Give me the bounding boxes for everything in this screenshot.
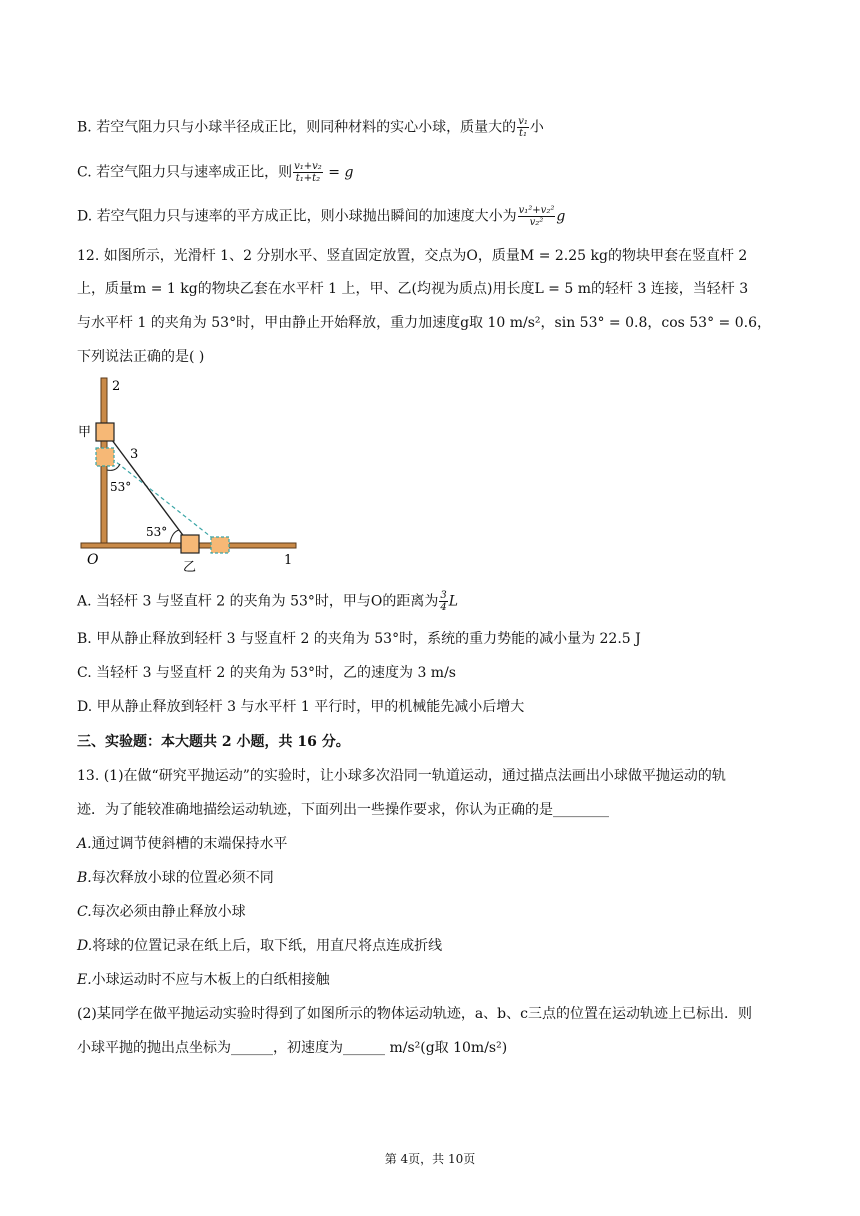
q13-option-a-letter: A. bbox=[77, 836, 92, 852]
q13-option-c-letter: C. bbox=[77, 904, 92, 920]
q13-option-d-text: 将球的位置记录在纸上后，取下纸，用直尺将点连成折线 bbox=[92, 938, 443, 954]
q13-option-e-letter: E. bbox=[77, 972, 92, 988]
q12-stem-line1: 12. 如图所示，光滑杆 1、2 分别水平、竖直固定放置，交点为O，质量M = 2.25 kg的物块甲套在竖直杆 2 bbox=[77, 248, 748, 264]
q12-option-a-fraction: $\frac{3}{4}$ bbox=[440, 590, 447, 613]
q12-option-b: B. 甲从静止释放到轻杆 3 与竖直杆 2 的夹角为 53°时，系统的重力势能的减小量为 22.5 J bbox=[77, 631, 641, 647]
block-yi-dashed bbox=[211, 537, 229, 553]
section-3-title: 三、实验题：本大题共 2 小题，共 16 分。 bbox=[77, 734, 350, 750]
q11-option-d-text: D. 若空气阻力只与速率的平方成正比，则小球抛出瞬间的加速度大小为 bbox=[77, 208, 517, 225]
q12-option-a-text: A. 当轻杆 3 与竖直杆 2 的夹角为 53°时，甲与O的距离为 bbox=[77, 593, 439, 610]
angle-arc-bottom bbox=[170, 530, 179, 543]
label-rod2: 2 bbox=[112, 379, 121, 394]
label-O: O bbox=[87, 552, 99, 568]
q11-option-d-tail: g bbox=[556, 208, 566, 225]
q11-option-c-fraction: $\frac{\text{v₁+v₂}}{\text{t₁+t₂}}$ bbox=[294, 161, 322, 184]
q11-option-c bbox=[77, 161, 353, 184]
q13-line1: 13. (1)在做“研究平抛运动”的实验时，让小球多次沿同一轨道运动，通过描点法画出小球做平抛运动的轨 bbox=[77, 768, 726, 784]
q13-option-b-text: 每次释放小球的位置必须不同 bbox=[91, 870, 274, 886]
q12-option-a bbox=[77, 590, 458, 613]
q12-option-d: D. 甲从静止释放到轻杆 3 与水平杆 1 平行时，甲的机械能先减小后增大 bbox=[77, 699, 525, 715]
q11-option-b-text: B. 若空气阻力只与小球半径成正比，则同种材料的实心小球，质量大的 bbox=[77, 119, 517, 136]
q12-option-c: C. 当轻杆 3 与竖直杆 2 的夹角为 53°时，乙的速度为 3 m/s bbox=[77, 665, 456, 681]
q13-option-c-text: 每次必须由静止释放小球 bbox=[91, 904, 246, 920]
label-rod1: 1 bbox=[284, 553, 293, 568]
q11-option-d bbox=[77, 205, 565, 228]
q13-part2-line1: (2)某同学在做平抛运动实验时得到了如图所示的物体运动轨迹，a、b、c三点的位置在运动轨迹上已标出．则 bbox=[77, 1006, 752, 1022]
q13-line2: 迹．为了能较准确地描绘运动轨迹，下面列出一些操作要求，你认为正确的是________ bbox=[77, 802, 609, 818]
block-yi bbox=[181, 535, 199, 553]
q11-option-b bbox=[77, 116, 544, 139]
q13-option-d-letter: D. bbox=[77, 938, 93, 954]
q13-option-b-letter: B. bbox=[77, 870, 92, 886]
q13-option-c bbox=[77, 902, 246, 922]
q12-option-a-tail: L bbox=[448, 593, 459, 610]
q13-part2-line2: 小球平抛的抛出点坐标为______，初速度为______ m/s²(g取 10m/s²) bbox=[77, 1040, 508, 1056]
q13-option-a bbox=[77, 834, 288, 854]
q13-option-e-text: 小球运动时不应与木板上的白纸相接触 bbox=[91, 972, 330, 988]
q12-stem-line2: 上，质量m = 1 kg的物块乙套在水平杆 1 上，甲、乙(均视为质点)用长度L = 5 m的轻杆 3 连接，当轻杆 3 bbox=[77, 281, 749, 297]
q13-option-b bbox=[77, 868, 274, 888]
block-jia bbox=[96, 423, 114, 441]
q13-option-d bbox=[77, 936, 442, 956]
label-angle-53-top: 53° bbox=[110, 480, 132, 494]
q13-option-e bbox=[77, 970, 330, 990]
label-angle-53-bottom: 53° bbox=[146, 525, 168, 539]
page-footer: 第 4页，共 10页 bbox=[384, 1152, 476, 1166]
q11-option-d-fraction: $\frac{\text{v₁²+v₂²}}{\text{v₂²}}$ bbox=[518, 205, 555, 228]
label-jia: 甲 bbox=[78, 425, 92, 440]
q12-stem-line4: 下列说法正确的是( ) bbox=[77, 349, 205, 365]
q13-option-a-text: 通过调节使斜槽的末端保持水平 bbox=[91, 836, 288, 852]
block-jia-dashed bbox=[96, 448, 114, 466]
label-yi: 乙 bbox=[183, 560, 197, 572]
label-rod3: 3 bbox=[130, 447, 139, 462]
q12-figure bbox=[70, 372, 310, 572]
q11-option-c-tail: = g bbox=[328, 164, 354, 181]
q11-option-b-fraction: $\frac{\text{v₁}}{\text{t₁}}$ bbox=[518, 116, 528, 139]
q11-option-b-tail: 小 bbox=[529, 119, 544, 136]
q11-option-c-text: C. 若空气阻力只与速率成正比，则 bbox=[77, 164, 293, 181]
q12-stem-line3: 与水平杆 1 的夹角为 53°时，甲由静止开始释放，重力加速度g取 10 m/s²，sin 53° = 0.8，cos 53° = 0.6， bbox=[77, 315, 771, 331]
